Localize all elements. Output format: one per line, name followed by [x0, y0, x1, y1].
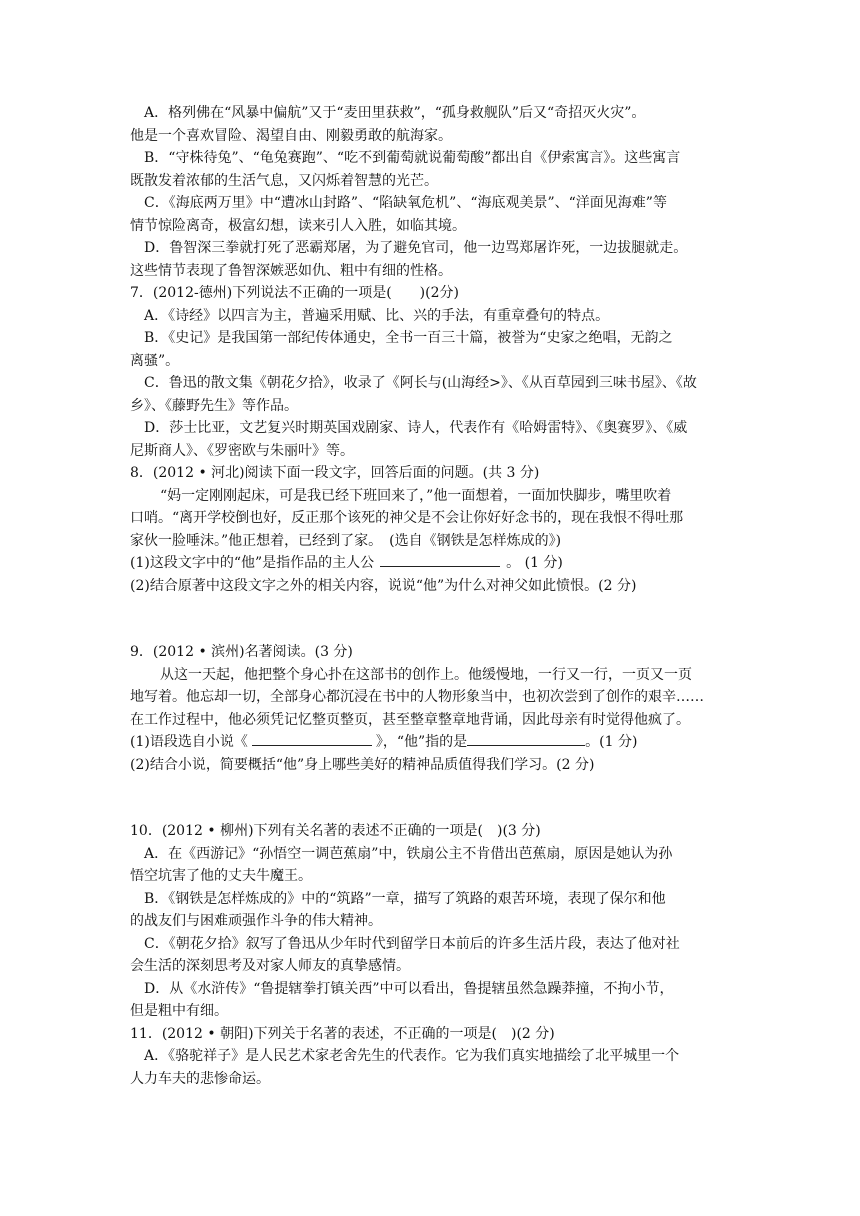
- q6-option-b-line2: 既散发着浓郁的生活气息，又闪烁着智慧的光芒。: [130, 172, 438, 189]
- q7-option-c-line1: C．鲁迅的散文集《朝花夕拾》，收录了《阿长与(山海经>》、《从百草园到三味书屋》、《故: [144, 375, 697, 391]
- q7-option-b-line2: 离骚”。: [130, 352, 180, 369]
- q8-stem: 8．(2012 • 河北)阅读下面一段文字，回答后面的问题。(共 3 分): [130, 465, 540, 481]
- question-11: [130, 1023, 732, 1091]
- q7-option-d-line1: D．莎士比亚，文艺复兴时期英国戏剧家、诗人，代表作有《哈姆雷特》、《奥赛罗》、《威: [144, 420, 688, 436]
- q9-stem: 9．(2012 • 滨州)名著阅读。(3 分): [130, 644, 353, 660]
- q9-passage-line2: 地写着。他忘却一切，全部身心都沉浸在书中的人物形象当中，也初次尝到了创作的艰辛……: [130, 689, 704, 705]
- q6-option-b-line1: B．“守株待兔”、“龟兔赛跑”、“吃不到葡萄就说葡萄酸”都出自《伊索寓言》。这些寓言: [144, 150, 681, 166]
- q10-option-a-line2: 悟空坑害了他的丈夫牛魔王。: [130, 868, 312, 884]
- q6-option-c-line2: 情节惊险离奇，极富幻想，读来引人入胜，如临其境。: [130, 217, 466, 234]
- q6-option-a-line1: A．格列佛在“风暴中偏航”又于“麦田里获救”，“孤身救舰队”后又“奇招灭火灾”。: [144, 105, 646, 121]
- q8-sub2: (2)结合原著中这段文字之外的相关内容，说说“他”为什么对神父如此愤恨。(2 分): [130, 577, 637, 594]
- q8-answer-blank[interactable]: [380, 552, 500, 567]
- q8-sub1: [130, 552, 732, 575]
- answer-space: [130, 597, 732, 641]
- document-page: [130, 102, 732, 1090]
- question-6-options: [130, 102, 732, 282]
- q10-option-c-line1: C．《朝花夕拾》叙写了鲁迅从少年时代到留学日本前后的许多生活片段，表达了他对社: [144, 935, 680, 952]
- q7-option-b-line1: B．《史记》是我国第一部纪传体通史，全书一百三十篇，被誉为“史家之绝唱，无韵之: [144, 330, 673, 346]
- q9-passage-line1: 从这一天起，他把整个身心扑在这部书的创作上。他缓慢地，一行又一行，一页又一页: [160, 666, 692, 683]
- q8-sub1-prefix: (1)这段文字中的“他”是指作品的主人公: [130, 555, 375, 571]
- q6-option-d-line2: 这些情节表现了鲁智深嫉恶如仇、粗中有细的性格。: [130, 262, 452, 279]
- q11-stem: 11．(2012 • 朝阳)下列关于名著的表述，不正确的一项是( )(2 分): [130, 1025, 555, 1042]
- q10-option-b-line1: B．《钢铁是怎样炼成的》中的“筑路”一章，描写了筑路的艰苦环境，表现了保尔和他: [144, 890, 666, 907]
- answer-space: [130, 776, 732, 820]
- question-9: [130, 641, 732, 820]
- q10-option-a-line1: A．在《西游记》“孙悟空一调芭蕉扇”中，铁扇公主不肯借出芭蕉扇，原因是她认为孙: [144, 845, 673, 862]
- q10-option-b-line2: 的战友们与困难顽强作斗争的伟大精神。: [130, 913, 382, 929]
- q8-passage-line3: 家伙一脸唾沫。”他正想着，已经到了家。 (选自《钢铁是怎样炼成的》): [130, 532, 562, 549]
- q7-option-d-line2: 尼斯商人》、《罗密欧与朱丽叶》等。: [130, 442, 354, 459]
- q7-option-a: A．《诗经》以四言为主，普遍采用赋、比、兴的手法，有重章叠句的特点。: [144, 307, 610, 324]
- q9-person-blank[interactable]: [467, 731, 585, 746]
- q9-passage-line3: 在工作过程中，他必须凭记忆整页整页，甚至整章整章地背诵，因此母亲有时觉得他疯了。: [130, 711, 690, 728]
- question-7: [130, 282, 732, 462]
- q6-option-c-line1: C．《海底两万里》中“遭冰山封路”、“陷缺氧危机”、“海底观美景”、“洋面见海难”等: [144, 195, 667, 211]
- q10-option-c-line2: 会生活的深刻思考及对家人师友的真挚感情。: [130, 958, 410, 974]
- q9-sub1-part-c: 。(1 分): [585, 734, 638, 750]
- q8-sub1-suffix: 。 (1 分): [506, 555, 563, 571]
- q9-sub1-part-a: (1)语段选自小说《: [130, 734, 248, 750]
- q10-option-d-line1: D．从《水浒传》“鲁提辖拳打镇关西”中可以看出，鲁提辖虽然急躁莽撞，不拘小节，: [144, 980, 674, 997]
- q7-stem: 7．(2012-德州)下列说法不正确的一项是( )(2分): [130, 285, 459, 301]
- q6-option-a-line2: 他是一个喜欢冒险、渴望自由、刚毅勇敢的航海家。: [130, 127, 452, 144]
- q10-stem: 10．(2012 • 柳州)下列有关名著的表述不正确的一项是( )(3 分): [130, 823, 541, 839]
- q6-option-d-line1: D．鲁智深三拳就打死了恶霸郑屠，为了避免官司，他一边骂郑屠诈死，一边拔腿就走。: [144, 240, 688, 256]
- question-10: [130, 820, 732, 1023]
- q8-passage-line1: “妈一定刚刚起床，可是我已经下班回来了，”他一面想着，一面加快脚步，嘴里吹着: [160, 487, 672, 504]
- q8-passage-line2: 口哨。“离开学校倒也好，反正那个该死的神父是不会让你好好念书的，现在我恨不得吐那: [130, 510, 684, 526]
- q9-sub2: (2)结合小说，简要概括“他”身上哪些美好的精神品质值得我们学习。(2 分): [130, 756, 595, 773]
- q9-novel-blank[interactable]: [252, 731, 372, 746]
- q10-option-d-line2: 但是粗中有细。: [130, 1003, 228, 1019]
- q7-option-c-line2: 乡》、《藤野先生》等作品。: [130, 397, 298, 414]
- q11-option-a-line2: 人力车夫的悲惨命运。: [130, 1070, 270, 1087]
- question-8: [130, 462, 732, 641]
- q9-sub1-part-b: 》，“他”指的是: [375, 734, 468, 750]
- q11-option-a-line1: A．《骆驼祥子》是人民艺术家老舍先生的代表作。它为我们真实地描绘了北平城里一个: [144, 1048, 680, 1064]
- q9-sub1: [130, 731, 732, 754]
